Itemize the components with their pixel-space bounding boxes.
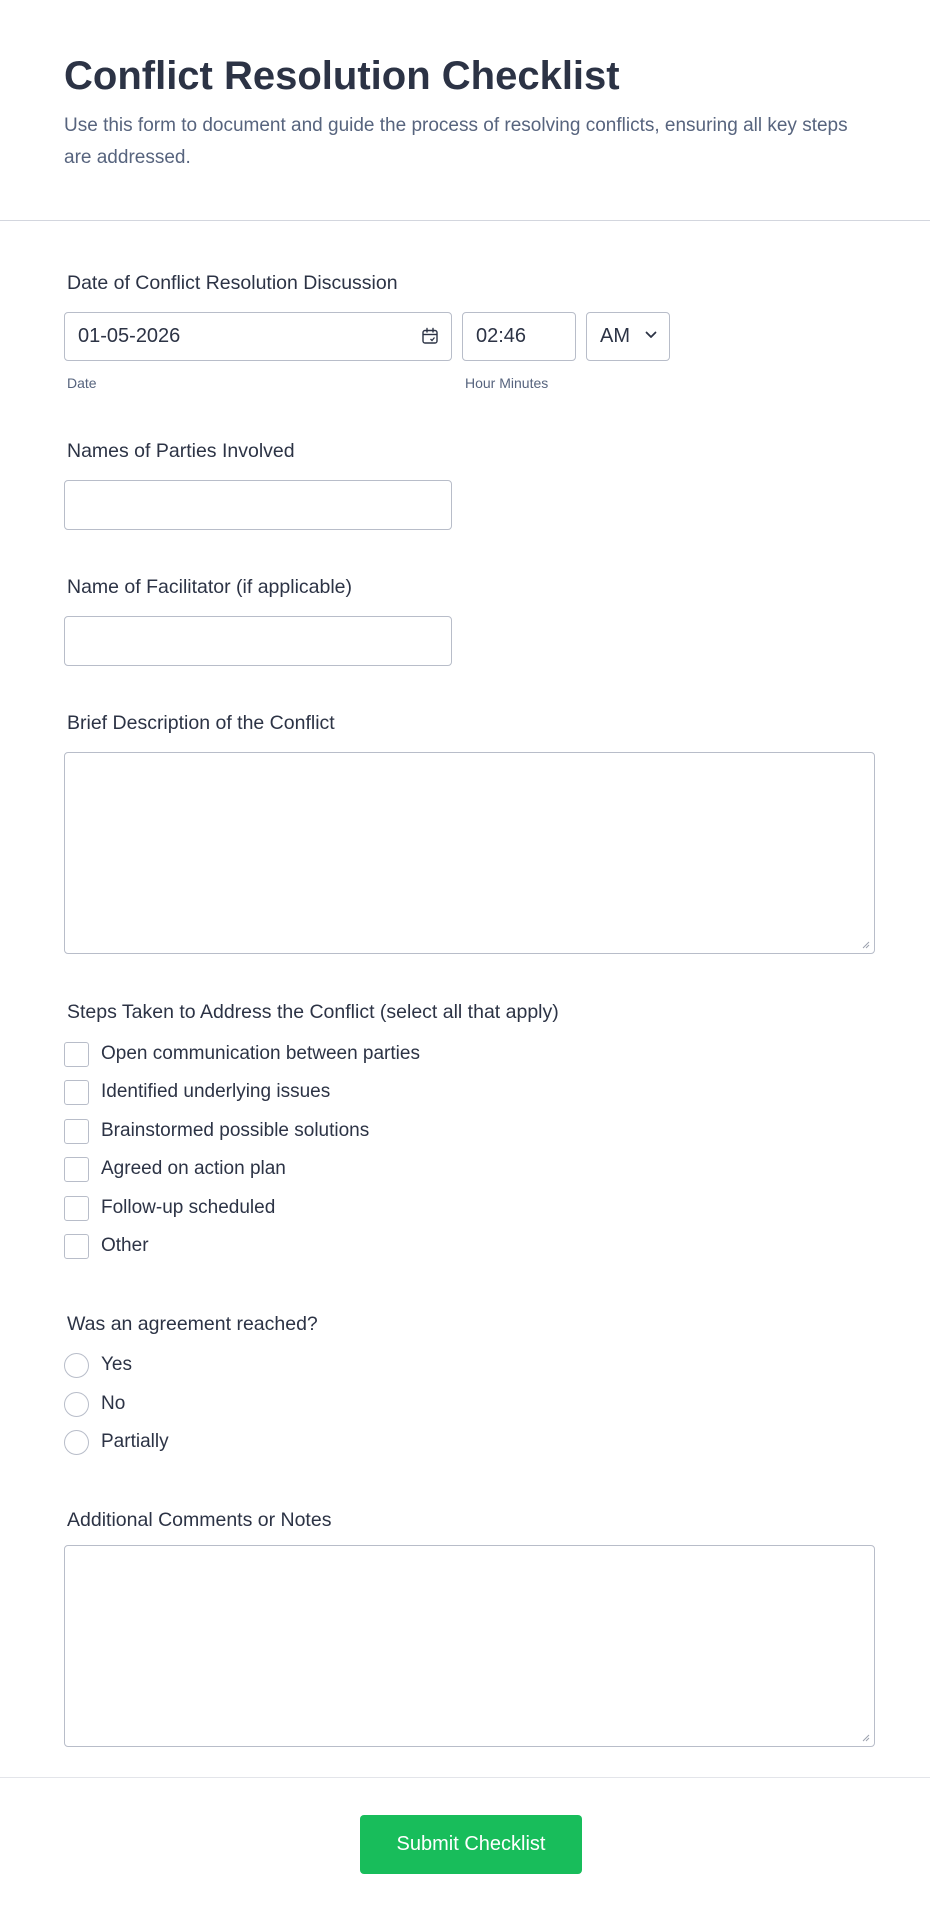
ampm-select-value: AM (600, 325, 630, 347)
radio-label: Yes (101, 1354, 132, 1375)
ampm-select[interactable] (586, 312, 670, 361)
radio-label: Partially (101, 1431, 169, 1452)
date-input-value: 01-05-2026 (78, 325, 181, 347)
comments-textarea[interactable] (64, 1545, 875, 1747)
checkbox[interactable] (64, 1119, 89, 1144)
checkbox-option[interactable] (64, 1195, 275, 1221)
parties-field-label: Names of Parties Involved (67, 440, 295, 462)
description-textarea[interactable] (64, 752, 875, 954)
checkbox-option[interactable] (64, 1118, 369, 1144)
page-title: Conflict Resolution Checklist (64, 54, 620, 98)
facilitator-field-label: Name of Facilitator (if applicable) (67, 576, 353, 598)
form-footer (0, 1777, 930, 1923)
checkbox-label: Agreed on action plan (101, 1158, 286, 1179)
page-subtitle: Use this form to document and guide the process of resolving conflicts, ensuring all key steps are addressed. (64, 115, 848, 168)
steps-field-label: Steps Taken to Address the Conflict (select all that apply) (67, 1001, 559, 1023)
resize-handle-icon[interactable] (861, 940, 870, 949)
checkbox-label: Other (101, 1235, 149, 1256)
radio-button[interactable] (64, 1430, 89, 1455)
checkbox-label: Brainstormed possible solutions (101, 1120, 370, 1141)
checkbox-label: Identified underlying issues (101, 1081, 331, 1102)
checkbox[interactable] (64, 1234, 89, 1259)
checkbox-label: Follow-up scheduled (101, 1197, 276, 1218)
time-sublabel: Hour Minutes (465, 375, 549, 391)
date-sublabel: Date (67, 375, 97, 391)
comments-field-label: Additional Comments or Notes (67, 1509, 332, 1531)
agreement-field-label: Was an agreement reached? (67, 1313, 318, 1335)
facilitator-input[interactable] (64, 616, 452, 666)
form-body (0, 221, 930, 1777)
chevron-down-icon (645, 331, 657, 339)
radio-label: No (101, 1393, 126, 1414)
date-field-label: Date of Conflict Resolution Discussion (67, 272, 398, 294)
parties-input[interactable] (64, 480, 452, 530)
radio-button[interactable] (64, 1353, 89, 1378)
date-input[interactable] (64, 312, 452, 361)
radio-option[interactable] (64, 1429, 169, 1455)
checkbox[interactable] (64, 1080, 89, 1105)
checkbox-option[interactable] (64, 1079, 330, 1105)
checkbox[interactable] (64, 1042, 89, 1067)
checkbox-option[interactable] (64, 1156, 286, 1182)
radio-option[interactable] (64, 1391, 125, 1417)
radio-option[interactable] (64, 1352, 132, 1378)
checkbox-option[interactable] (64, 1233, 149, 1259)
checkbox-label: Open communication between parties (101, 1043, 420, 1064)
resize-handle-icon[interactable] (861, 1733, 870, 1742)
description-field-label: Brief Description of the Conflict (67, 712, 335, 734)
calendar-icon[interactable] (421, 327, 439, 345)
time-input[interactable] (462, 312, 576, 361)
form-header (0, 0, 930, 221)
checkbox[interactable] (64, 1196, 89, 1221)
submit-button[interactable]: Submit Checklist (360, 1815, 582, 1874)
checkbox-option[interactable] (64, 1041, 420, 1067)
radio-button[interactable] (64, 1392, 89, 1417)
time-input-value: 02:46 (476, 325, 527, 347)
checkbox[interactable] (64, 1157, 89, 1182)
